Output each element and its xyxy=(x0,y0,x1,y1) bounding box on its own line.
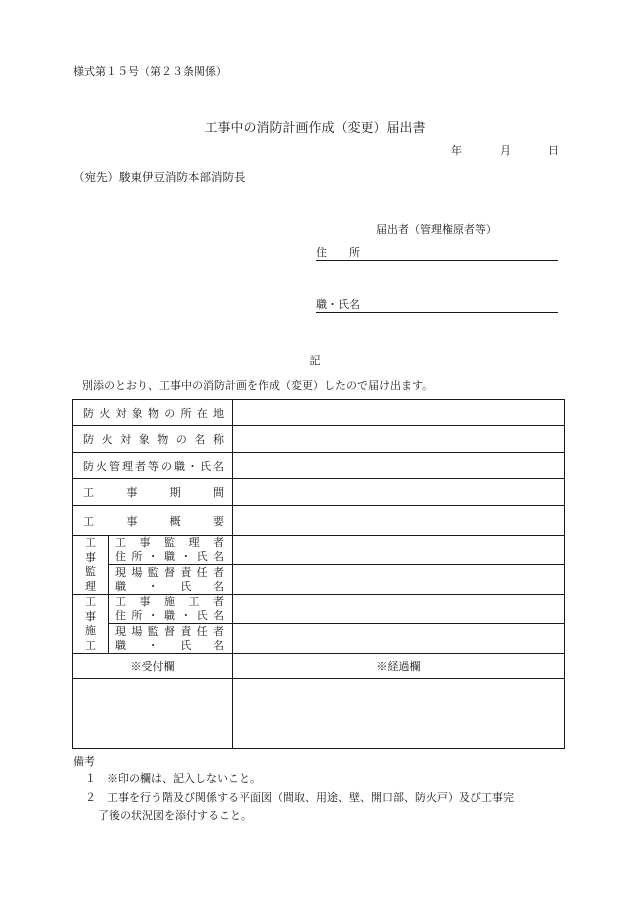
label-char: 工 xyxy=(83,514,94,528)
label-char: 要 xyxy=(212,514,224,528)
label-char: 地 xyxy=(213,406,224,420)
label-char: ・ xyxy=(147,579,159,593)
label-char: 場 xyxy=(131,565,143,579)
label-char: 者 xyxy=(212,624,224,638)
label-char: 者 xyxy=(213,536,224,549)
table-row xyxy=(73,565,565,595)
name-value-cell[interactable] xyxy=(233,426,565,453)
name-label: 職・氏名 xyxy=(316,298,360,311)
label-char: 在 xyxy=(196,406,208,420)
row-label xyxy=(73,400,233,426)
form-number: 様式第１５号（第２３条関係） xyxy=(73,65,227,78)
table-row xyxy=(73,426,565,453)
label-char: 名 xyxy=(213,459,224,473)
note-item xyxy=(85,770,261,786)
label-char: 等 xyxy=(148,459,159,473)
label-char: 任 xyxy=(196,624,208,638)
progress-header: ※経過欄 xyxy=(233,654,565,679)
label-char: 名 xyxy=(212,550,224,563)
row-label xyxy=(109,595,233,624)
label-char: 職 xyxy=(115,638,126,652)
label-char: 理 xyxy=(122,459,133,473)
label-char: 事 xyxy=(126,486,138,499)
supervisor-value-cell[interactable] xyxy=(233,536,565,565)
label-char: 者 xyxy=(135,459,146,473)
date-year-label: 年 xyxy=(451,144,462,157)
label-char: 監 xyxy=(164,536,175,549)
form-table xyxy=(72,399,565,749)
label-char: 防 xyxy=(83,406,94,420)
reception-cell[interactable] xyxy=(73,679,233,749)
label-char: 象 xyxy=(131,406,143,420)
label-char: 火 xyxy=(101,433,113,446)
label-char: 名 xyxy=(212,609,224,622)
label-char: 名 xyxy=(194,433,206,446)
label-char: 氏 xyxy=(180,638,192,652)
label-char: 任 xyxy=(196,565,208,579)
label-char: ・ xyxy=(147,550,159,563)
table-row xyxy=(73,654,565,679)
note-text: 工事を行う階及び関係する平面図（間取、用途、壁、開口部、防火戸）及び工事完 xyxy=(107,791,514,804)
label-char: 現 xyxy=(115,624,126,638)
construction-group-label: 工 事 施 工 xyxy=(73,595,109,654)
label-char: の xyxy=(161,459,172,473)
label-char: 施 xyxy=(164,595,175,608)
label-char: 防 xyxy=(83,459,94,473)
label-char: 理 xyxy=(188,536,200,549)
note-number: １ xyxy=(85,772,96,785)
label-char: 物 xyxy=(148,406,159,420)
label-char: 火 xyxy=(96,459,107,473)
label-char: 事 xyxy=(139,595,151,608)
label-char: 名 xyxy=(212,579,224,593)
label-char: 所 xyxy=(131,609,143,622)
label-char: 職 xyxy=(163,550,175,563)
label-char: 督 xyxy=(163,565,175,579)
row-label xyxy=(73,479,233,506)
label-char: 氏 xyxy=(200,459,211,473)
name-field[interactable] xyxy=(316,296,558,313)
label-char: 職 xyxy=(174,459,185,473)
reception-header: ※受付欄 xyxy=(73,654,233,679)
label-char: 工 xyxy=(115,536,126,549)
label-char: ・ xyxy=(180,550,192,563)
contractor-site-supervisor-value-cell[interactable] xyxy=(233,624,565,654)
label-char: 監 xyxy=(147,565,159,579)
label-char: 者 xyxy=(212,565,224,579)
label-char: 称 xyxy=(212,433,224,446)
label-char: 職 xyxy=(163,609,175,622)
label-char: ・ xyxy=(180,609,192,622)
label-char: 対 xyxy=(115,406,127,420)
note-item xyxy=(85,789,514,805)
table-row xyxy=(73,536,565,565)
row-label xyxy=(73,453,233,479)
label-char: 概 xyxy=(169,514,181,528)
table-row xyxy=(73,595,565,624)
location-value-cell[interactable] xyxy=(233,400,565,426)
document-title: 工事中の消防計画作成（変更）届出書 xyxy=(204,121,426,136)
label-char: 工 xyxy=(83,486,94,499)
label-char: 場 xyxy=(131,624,143,638)
table-row xyxy=(73,400,565,426)
label-char: 管 xyxy=(109,459,120,473)
label-char: 氏 xyxy=(196,609,208,622)
table-row xyxy=(73,624,565,654)
label-char: 職 xyxy=(115,579,126,593)
addressee: （宛先）駿東伊豆消防本部消防長 xyxy=(73,170,246,184)
applicant-label: 届出者（管理権原者等） xyxy=(376,223,497,236)
row-label xyxy=(109,536,233,565)
label-char: 事 xyxy=(126,514,138,528)
overview-value-cell[interactable] xyxy=(233,506,565,536)
label-char: 住 xyxy=(115,550,126,563)
label-char: の xyxy=(164,406,176,420)
table-row xyxy=(73,453,565,479)
label-char: 所 xyxy=(131,550,143,563)
note-text: ※印の欄は、記入しないこと。 xyxy=(107,772,261,785)
label-char: 名 xyxy=(212,638,224,652)
label-char: 氏 xyxy=(180,579,192,593)
table-row xyxy=(73,679,565,749)
label-char: 責 xyxy=(180,565,192,579)
label-char: 象 xyxy=(138,433,150,446)
table-row xyxy=(73,506,565,536)
label-char: 現 xyxy=(115,565,126,579)
label-char: ・ xyxy=(147,609,159,622)
label-char: 期 xyxy=(169,486,181,499)
progress-cell[interactable] xyxy=(233,679,565,749)
contractor-value-cell[interactable] xyxy=(233,595,565,624)
label-char: ・ xyxy=(147,638,159,652)
label-char: 住 xyxy=(115,609,126,622)
label-char: 所 xyxy=(180,406,192,420)
date-month-label: 月 xyxy=(500,144,511,157)
label-char: ・ xyxy=(187,459,198,473)
notes-heading: 備考 xyxy=(73,755,95,768)
row-label xyxy=(109,565,233,595)
row-label xyxy=(73,506,233,536)
label-char: 監 xyxy=(147,624,159,638)
period-value-cell[interactable] xyxy=(233,479,565,506)
label-char: 工 xyxy=(188,595,200,608)
label-char: 事 xyxy=(139,536,151,549)
site-supervisor-value-cell[interactable] xyxy=(233,565,565,595)
address-field[interactable] xyxy=(316,244,558,261)
label-char: 責 xyxy=(180,624,192,638)
label-char: の xyxy=(175,433,187,446)
date-day-label: 日 xyxy=(548,144,559,157)
intro-text: 別添のとおり、工事中の消防計画を作成（変更）したので届け出ます。 xyxy=(82,379,434,392)
ki-heading: 記 xyxy=(309,354,321,367)
address-label: 住 所 xyxy=(316,246,360,259)
label-char: 間 xyxy=(212,486,224,499)
supervision-group-label: 工 事 監 理 xyxy=(73,536,109,595)
label-char: 氏 xyxy=(196,550,208,563)
label-char: 者 xyxy=(213,595,224,608)
label-char: 防 xyxy=(83,433,94,446)
row-label xyxy=(109,624,233,654)
label-char: 物 xyxy=(157,433,169,446)
note-continuation: 了後の状況図を添付すること。 xyxy=(98,809,252,822)
note-number: ２ xyxy=(85,791,96,804)
label-char: 工 xyxy=(115,595,126,608)
table-row xyxy=(73,479,565,506)
label-char: 督 xyxy=(163,624,175,638)
manager-value-cell[interactable] xyxy=(233,453,565,479)
label-char: 火 xyxy=(99,406,111,420)
label-char: 対 xyxy=(120,433,132,446)
row-label xyxy=(73,426,233,453)
